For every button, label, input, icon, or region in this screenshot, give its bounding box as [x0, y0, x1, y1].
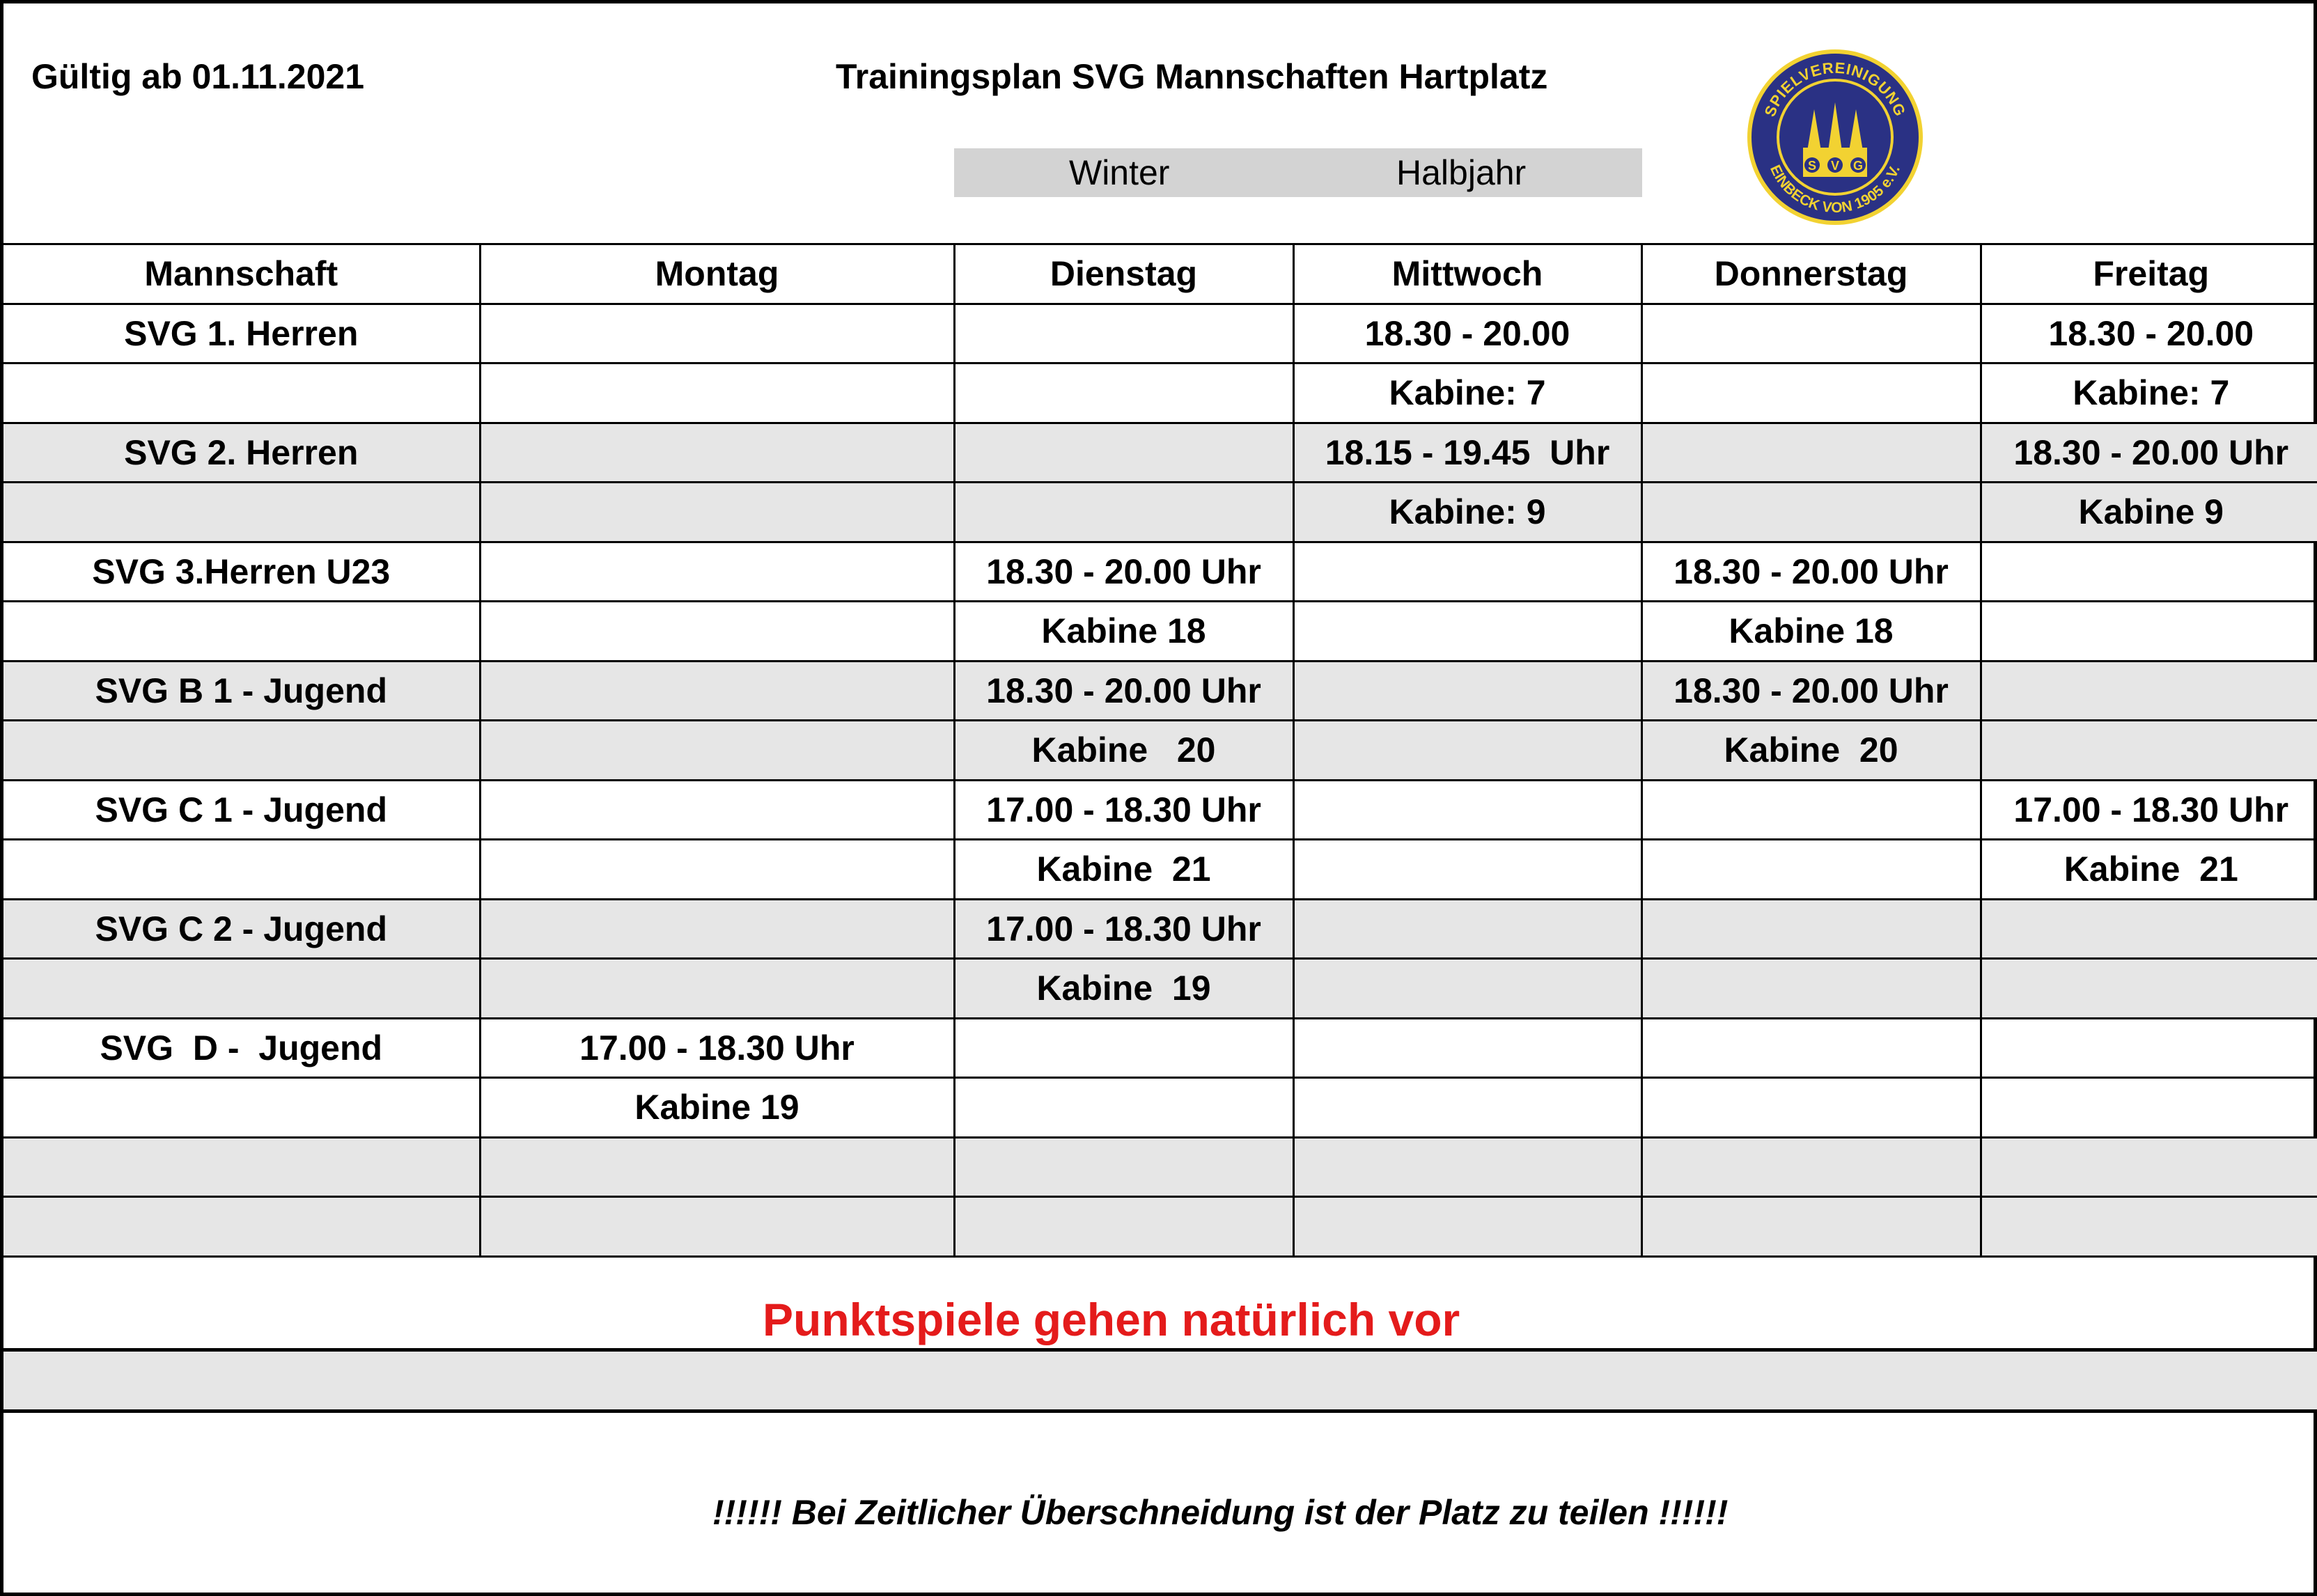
table-row: [3, 721, 2317, 781]
cell-mittwoch: [1293, 661, 1641, 721]
club-logo: [1745, 47, 1926, 228]
season-bar: [954, 148, 1642, 197]
cell-dienstag: Kabine 19: [954, 959, 1293, 1019]
col-header-mittwoch: Mittwoch: [1293, 244, 1641, 304]
cell-donnerstag: 18.30 - 20.00 Uhr: [1641, 542, 1981, 602]
cell-montag: [480, 959, 954, 1019]
table-row: [3, 542, 2317, 602]
cell-montag: [480, 602, 954, 662]
cell-dienstag: [954, 1137, 1293, 1197]
cell-dienstag: [954, 423, 1293, 483]
cell-mannschaft: SVG 3.Herren U23: [3, 542, 480, 602]
cell-donnerstag: [1641, 304, 1981, 363]
cell-donnerstag: [1641, 1018, 1981, 1078]
cell-mannschaft: [3, 959, 480, 1019]
schedule-body: [3, 304, 2317, 1256]
cell-montag: [480, 1197, 954, 1257]
cell-mannschaft: SVG B 1 - Jugend: [3, 661, 480, 721]
cell-freitag: Kabine 9: [1981, 483, 2317, 542]
cell-mannschaft: [3, 721, 480, 781]
table-row: [3, 483, 2317, 542]
logo-letter-v: V: [1830, 159, 1840, 173]
cell-mittwoch: [1293, 780, 1641, 840]
table-row: [3, 363, 2317, 423]
table-row: [3, 840, 2317, 900]
cell-freitag: [1981, 542, 2317, 602]
cell-freitag: 18.30 - 20.00: [1981, 304, 2317, 363]
cell-mannschaft: SVG C 2 - Jugend: [3, 899, 480, 959]
cell-mittwoch: [1293, 1197, 1641, 1257]
col-header-donnerstag: Donnerstag: [1641, 244, 1981, 304]
cell-montag: [480, 780, 954, 840]
cell-donnerstag: [1641, 1078, 1981, 1138]
cell-montag: [480, 840, 954, 900]
cell-dienstag: [954, 304, 1293, 363]
cell-freitag: [1981, 602, 2317, 662]
cell-dienstag: [954, 1197, 1293, 1257]
cell-dienstag: Kabine 21: [954, 840, 1293, 900]
cell-montag: [480, 661, 954, 721]
cell-montag: Kabine 19: [480, 1078, 954, 1138]
cell-dienstag: [954, 483, 1293, 542]
cell-donnerstag: 18.30 - 20.00 Uhr: [1641, 661, 1981, 721]
cell-montag: [480, 363, 954, 423]
cell-donnerstag: Kabine 18: [1641, 602, 1981, 662]
cell-mittwoch: [1293, 840, 1641, 900]
cell-donnerstag: [1641, 899, 1981, 959]
cell-freitag: 17.00 - 18.30 Uhr: [1981, 780, 2317, 840]
table-row: [3, 899, 2317, 959]
cell-freitag: Kabine: 7: [1981, 363, 2317, 423]
cell-dienstag: [954, 1018, 1293, 1078]
cell-montag: [480, 423, 954, 483]
cell-mittwoch: [1293, 899, 1641, 959]
table-row: [3, 602, 2317, 662]
cell-donnerstag: [1641, 1137, 1981, 1197]
cell-montag: 17.00 - 18.30 Uhr: [480, 1018, 954, 1078]
schedule-table: [3, 243, 2317, 1258]
cell-mannschaft: [3, 1197, 480, 1257]
cell-mannschaft: SVG D - Jugend: [3, 1018, 480, 1078]
table-row: [3, 1137, 2317, 1197]
cell-freitag: [1981, 1078, 2317, 1138]
cell-dienstag: [954, 1078, 1293, 1138]
page-title: Trainingsplan SVG Mannschaften Hartplatz: [836, 57, 1548, 96]
cell-dienstag: [954, 363, 1293, 423]
cell-mannschaft: SVG 1. Herren: [3, 304, 480, 363]
cell-montag: [480, 304, 954, 363]
logo-letter-g: G: [1852, 159, 1864, 173]
cell-mannschaft: [3, 1137, 480, 1197]
logo-letter-s: S: [1807, 159, 1817, 173]
cell-mittwoch: [1293, 1018, 1641, 1078]
col-header-dienstag: Dienstag: [954, 244, 1293, 304]
cell-dienstag: 18.30 - 20.00 Uhr: [954, 542, 1293, 602]
cell-freitag: Kabine 21: [1981, 840, 2317, 900]
cell-dienstag: 18.30 - 20.00 Uhr: [954, 661, 1293, 721]
cell-freitag: [1981, 959, 2317, 1019]
cell-mittwoch: [1293, 1078, 1641, 1138]
cell-montag: [480, 1137, 954, 1197]
cell-donnerstag: [1641, 483, 1981, 542]
logo-ring-text-top: SPIELVEREINIGUNG: [1761, 58, 1910, 120]
season-winter: Winter: [1069, 153, 1170, 192]
cell-mannschaft: [3, 1078, 480, 1138]
cell-mittwoch: [1293, 602, 1641, 662]
cell-dienstag: Kabine 18: [954, 602, 1293, 662]
table-row: [3, 304, 2317, 363]
cell-mannschaft: SVG C 1 - Jugend: [3, 780, 480, 840]
season-halbjahr: Halbjahr: [1396, 153, 1527, 192]
cell-montag: [480, 542, 954, 602]
table-row: [3, 1078, 2317, 1138]
cell-donnerstag: [1641, 1197, 1981, 1257]
grey-spacer-row: [3, 1352, 2317, 1413]
table-row: [3, 780, 2317, 840]
cell-mittwoch: [1293, 1137, 1641, 1197]
notice-text: Punktspiele gehen natürlich vor: [763, 1294, 1460, 1345]
cell-freitag: [1981, 1018, 2317, 1078]
table-row: [3, 661, 2317, 721]
table-row: [3, 959, 2317, 1019]
cell-montag: [480, 899, 954, 959]
cell-freitag: 18.30 - 20.00 Uhr: [1981, 423, 2317, 483]
cell-mittwoch: [1293, 721, 1641, 781]
table-header-row: [3, 244, 2317, 304]
col-header-mannschaft: Mannschaft: [3, 244, 480, 304]
logo-ring-text-bottom: EINBECK VON 1905 e.V.: [1766, 162, 1903, 217]
cell-freitag: [1981, 1197, 2317, 1257]
cell-freitag: [1981, 661, 2317, 721]
cell-mannschaft: [3, 840, 480, 900]
cell-donnerstag: [1641, 780, 1981, 840]
cell-mittwoch: Kabine: 9: [1293, 483, 1641, 542]
col-header-freitag: Freitag: [1981, 244, 2317, 304]
cell-mannschaft: [3, 483, 480, 542]
table-row: [3, 1197, 2317, 1257]
cell-mittwoch: 18.15 - 19.45 Uhr: [1293, 423, 1641, 483]
cell-mittwoch: Kabine: 7: [1293, 363, 1641, 423]
cell-donnerstag: [1641, 363, 1981, 423]
cell-dienstag: Kabine 20: [954, 721, 1293, 781]
cell-mannschaft: SVG 2. Herren: [3, 423, 480, 483]
table-row: [3, 423, 2317, 483]
cell-freitag: [1981, 1137, 2317, 1197]
cell-donnerstag: [1641, 423, 1981, 483]
cell-dienstag: 17.00 - 18.30 Uhr: [954, 780, 1293, 840]
cell-donnerstag: [1641, 840, 1981, 900]
cell-mannschaft: [3, 602, 480, 662]
cell-mannschaft: [3, 363, 480, 423]
table-row: [3, 1018, 2317, 1078]
footer-note: !!!!!! Bei Zeitlicher Überschneidung ist der Platz zu teilen !!!!!!: [712, 1493, 1729, 1532]
cell-mittwoch: [1293, 542, 1641, 602]
cell-dienstag: 17.00 - 18.30 Uhr: [954, 899, 1293, 959]
cell-mittwoch: [1293, 959, 1641, 1019]
col-header-montag: Montag: [480, 244, 954, 304]
cell-freitag: [1981, 899, 2317, 959]
notice-row: [3, 1290, 2317, 1352]
cell-montag: [480, 483, 954, 542]
cell-montag: [480, 721, 954, 781]
cell-donnerstag: [1641, 959, 1981, 1019]
cell-donnerstag: Kabine 20: [1641, 721, 1981, 781]
cell-mittwoch: 18.30 - 20.00: [1293, 304, 1641, 363]
cell-freitag: [1981, 721, 2317, 781]
valid-from-label: Gültig ab 01.11.2021: [31, 57, 365, 96]
